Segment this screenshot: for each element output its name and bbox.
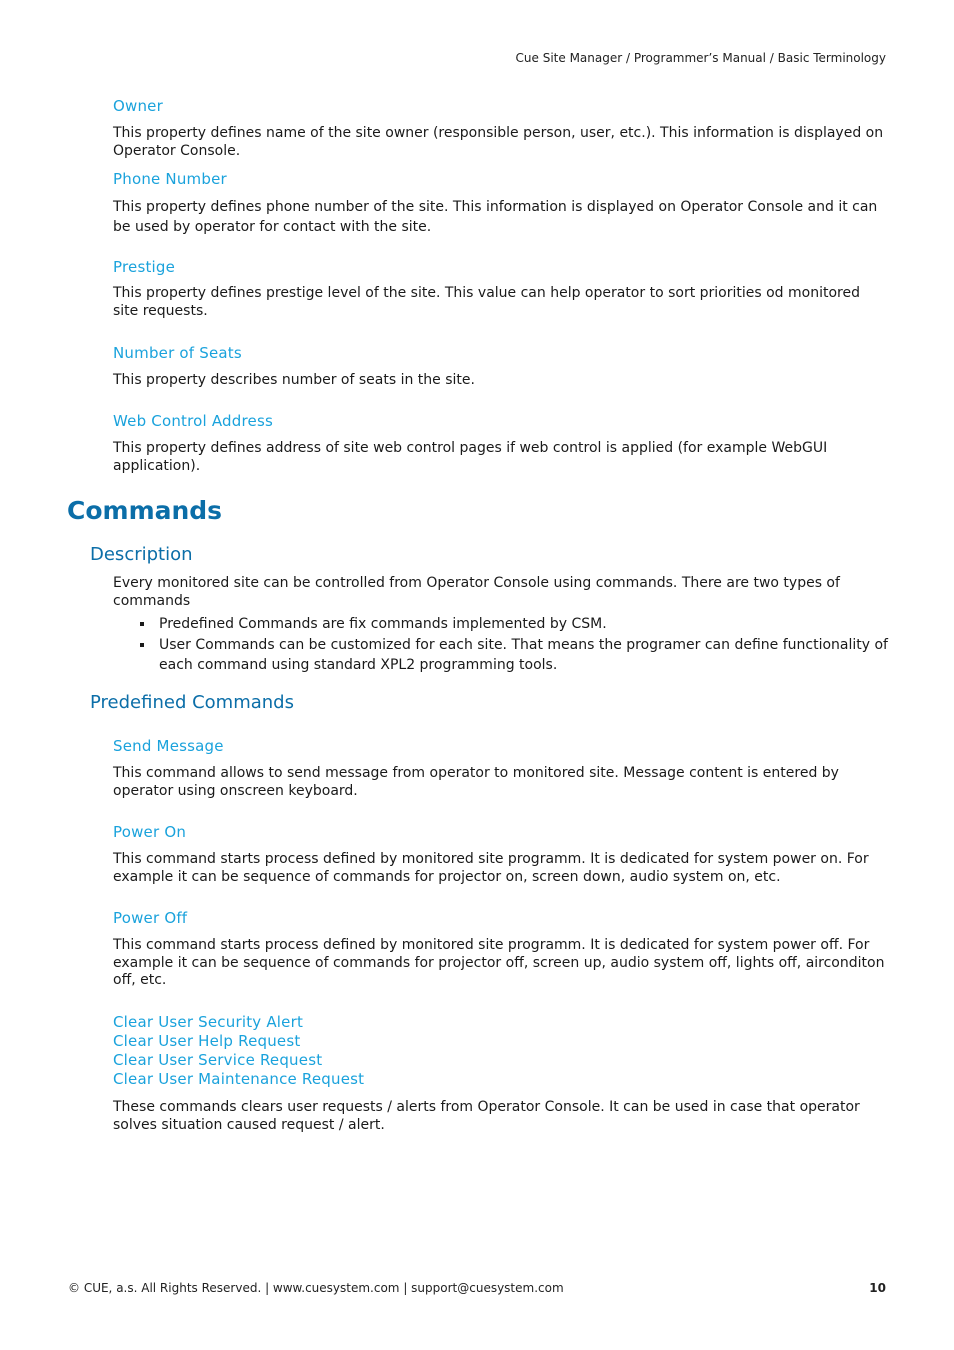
section-heading-prestige: Prestige: [113, 258, 176, 276]
page-header-breadcrumb: Cue Site Manager / Programmer’s Manual / Basic Terminology: [515, 51, 886, 65]
command-heading-power-off: Power Off: [113, 909, 188, 927]
description-text: Every monitored site can be controlled from Operator Console using commands. There are two types of commands: [113, 575, 840, 609]
section-heading-phone-number: Phone Number: [113, 170, 227, 188]
command-heading-power-on: Power On: [113, 823, 187, 841]
command-text-power-off: This command starts process defined by monitored site programm. It is dedicated for system power off. For example it can be sequence of commands for projector off, screen up, audio system off, lights off, airconditon off, etc.: [113, 937, 885, 988]
footer-copyright: © CUE, a.s. All Rights Reserved. | www.cuesystem.com | support@cuesystem.com: [68, 1281, 564, 1295]
command-heading-clear-service-request: Clear User Service Request: [113, 1051, 323, 1069]
section-text-prestige: This property defines prestige level of the site. This value can help operator to sort priorities od monitored site requests.: [113, 285, 860, 319]
command-types-list: [113, 614, 888, 676]
section-text-owner: This property defines name of the site owner (responsible person, user, etc.). This information is displayed on Operator Console.: [113, 125, 884, 159]
section-text-number-of-seats: This property describes number of seats in the site.: [113, 372, 475, 388]
description-heading: Description: [90, 544, 193, 565]
section-heading-web-control-address: Web Control Address: [113, 412, 273, 430]
command-heading-clear-security-alert: Clear User Security Alert: [113, 1013, 304, 1031]
clear-commands-text: These commands clears user requests / alerts from Operator Console. It can be used in case that operator solves situation caused request / alert.: [113, 1099, 860, 1133]
command-heading-send-message: Send Message: [113, 737, 224, 755]
command-heading-clear-maintenance-request: Clear User Maintenance Request: [113, 1070, 365, 1088]
section-text-phone-number: This property defines phone number of the site. This information is displayed on Operator Console and it can be used by operator for contact with the site.: [113, 199, 878, 235]
command-text-send-message: This command allows to send message from operator to monitored site. Message content is entered by operator using onscreen keyboard.: [113, 765, 839, 799]
clear-commands-headings: [113, 1013, 364, 1089]
section-heading-number-of-seats: Number of Seats: [113, 344, 242, 362]
list-item: Predefined Commands are fix commands implemented by CSM.: [113, 614, 888, 634]
footer-page-number: 10: [869, 1281, 886, 1295]
command-heading-clear-help-request: Clear User Help Request: [113, 1032, 301, 1050]
predefined-commands-heading: Predefined Commands: [90, 692, 294, 713]
list-item: User Commands can be customized for each site. That means the programer can define functionality of each command using standard XPL2 programming tools.: [113, 635, 888, 675]
commands-title: Commands: [67, 496, 223, 525]
command-text-power-on: This command starts process defined by monitored site programm. It is dedicated for system power on. For example it can be sequence of commands for projector on, screen down, audio system on, etc.: [113, 851, 869, 885]
section-heading-owner: Owner: [113, 97, 163, 115]
section-text-web-control-address: This property defines address of site web control pages if web control is applied (for example WebGUI application).: [113, 440, 828, 474]
